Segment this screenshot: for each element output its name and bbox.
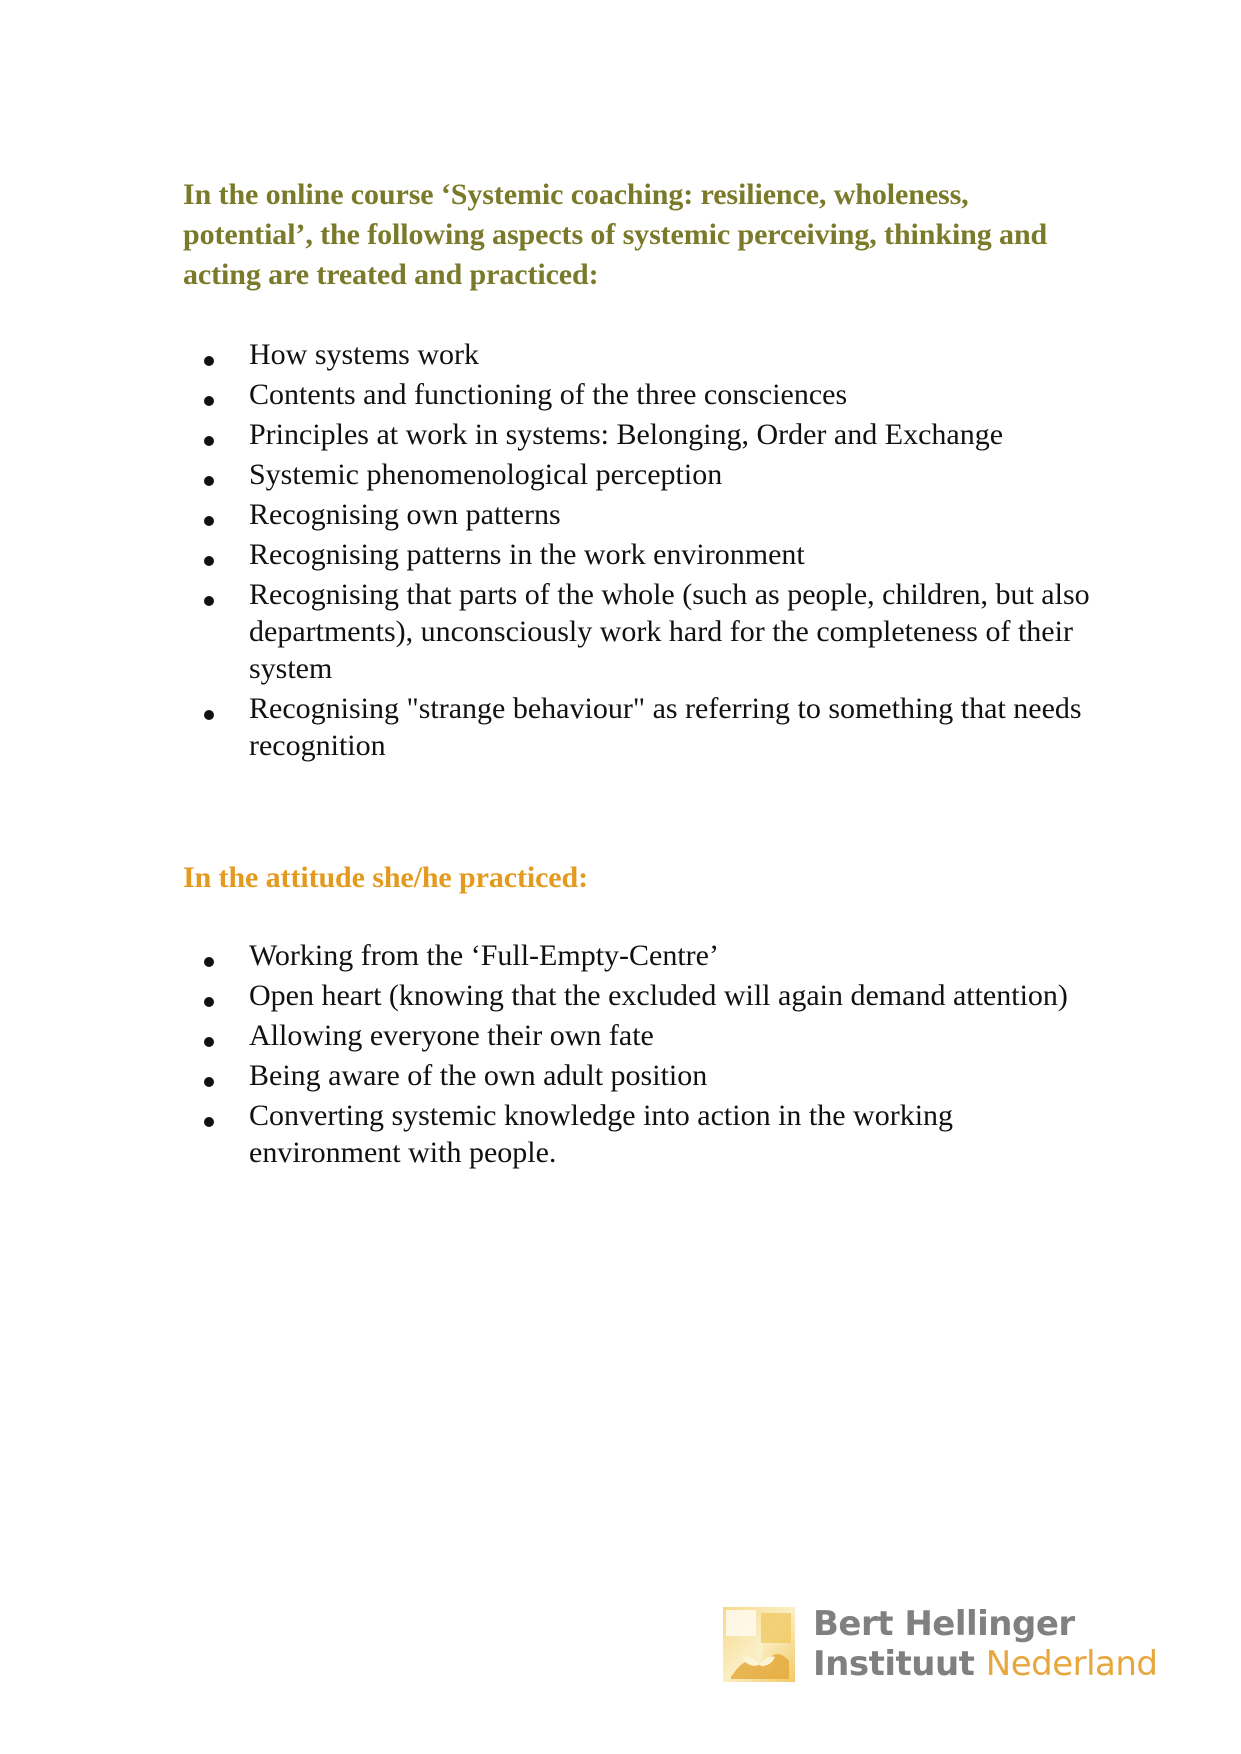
list-item (183, 977, 1103, 1014)
list-item-text: Contents and functioning of the three consciences (249, 378, 848, 411)
list-item-text: How systems work (249, 338, 479, 371)
aspects-list (183, 336, 1103, 767)
bullet-icon (204, 1037, 214, 1047)
bullet-icon (204, 556, 214, 566)
list-item (183, 456, 1103, 493)
bullet-icon (204, 997, 214, 1007)
institute-logo (723, 1604, 1158, 1685)
bullet-icon (204, 516, 214, 526)
logo-line-2 (813, 1645, 1158, 1683)
bullet-icon (204, 957, 214, 967)
list-item (183, 376, 1103, 413)
bullet-icon (204, 1077, 214, 1087)
list-item-text: Working from the ‘Full-Empty-Centre’ (249, 939, 719, 972)
attitude-heading: In the attitude she/he practiced: (183, 861, 588, 894)
list-item (183, 336, 1103, 373)
list-item-text: Allowing everyone their own fate (249, 1019, 654, 1052)
bullet-icon (204, 710, 214, 720)
list-item-text: Recognising that parts of the whole (such as people, children, but also departments), unconsciously work hard for the completeness of their system (249, 578, 1090, 685)
list-item (183, 536, 1103, 573)
list-item-text: Principles at work in systems: Belonging, Order and Exchange (249, 418, 1004, 451)
intro-heading: In the online course ‘Systemic coaching: resilience, wholeness, potential’, the following aspects of systemic perceiving, thinking and acting are treated and practiced: (183, 178, 1048, 291)
list-item-text: Open heart (knowing that the excluded will again demand attention) (249, 979, 1068, 1012)
list-item-text: Recognising patterns in the work environment (249, 538, 805, 571)
list-item-text: Converting systemic knowledge into action in the working environment with people. (249, 1099, 954, 1169)
list-item (183, 690, 1103, 764)
attitude-list (183, 937, 1103, 1174)
logo-word-instituut: Instituut (813, 1644, 975, 1684)
bullet-icon (204, 436, 214, 446)
list-item (183, 1057, 1103, 1094)
list-item (183, 1017, 1103, 1054)
list-item-text: Recognising own patterns (249, 498, 561, 531)
leaf-logo-icon (723, 1607, 795, 1682)
bullet-icon (204, 396, 214, 406)
list-item-text: Being aware of the own adult position (249, 1059, 708, 1092)
list-item (183, 937, 1103, 974)
logo-word-nederland: Nederland (985, 1644, 1158, 1684)
bullet-icon (204, 476, 214, 486)
bullet-icon (204, 356, 214, 366)
list-item (183, 1097, 1103, 1171)
bullet-icon (204, 1117, 214, 1127)
list-item (183, 496, 1103, 533)
logo-line-1: Bert Hellinger (813, 1604, 1075, 1644)
list-item (183, 576, 1103, 687)
list-item-text: Recognising "strange behaviour" as referring to something that needs recognition (249, 692, 1082, 762)
list-item (183, 416, 1103, 453)
list-item-text: Systemic phenomenological perception (249, 458, 723, 491)
bullet-icon (204, 596, 214, 606)
